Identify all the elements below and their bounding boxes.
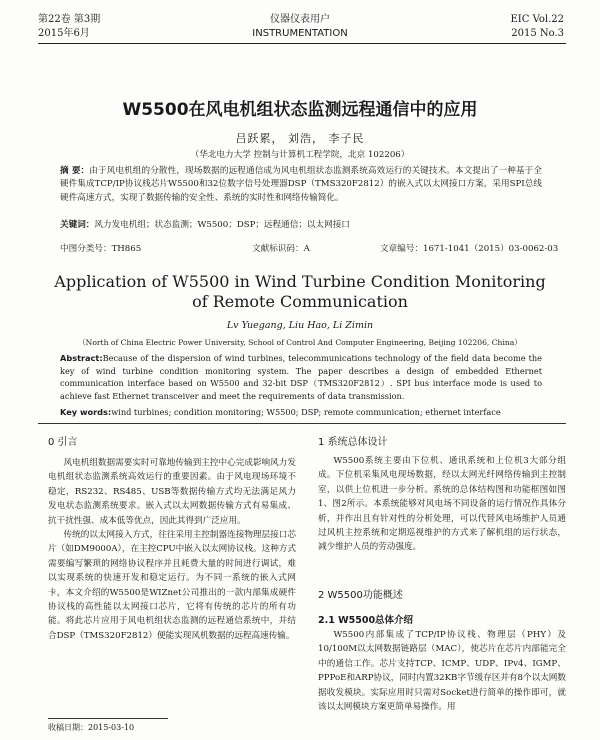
system-design-paragraph: W5500系统主要由下位机、通讯系统和上位机3大部分组成。下位机采集风电现场数据，经以太网光纤网络传输到主控制室，以供上位机进一步分析。系统的总体结构图和功能框图如图1、图2所示。本系统能够对风电场不同设备的运行情况作具体分析，并作出且有针对性的分析处理，可以代替风电场维护人员通过风机主控系统和定期巡视维护的方式来了解机组的运行状态，减少维护人员的劳动强度。 <box>318 456 566 553</box>
section-2-1-heading: 2.1 W5500总体介绍 <box>318 615 414 626</box>
keywords-cn-label: 关键词： <box>60 220 95 230</box>
header-rule <box>38 43 566 44</box>
header-volume: 第22卷 第3期 <box>38 14 101 25</box>
clc-number <box>60 243 141 256</box>
affiliation-en: （North of China Electric Power University, School of Control And Computer Engineering, Beijing 102206, China） <box>78 338 522 347</box>
doc-code-value: A <box>303 244 310 254</box>
footnote-rule <box>48 718 168 719</box>
clc-label: 中图分类号： <box>60 244 112 254</box>
abstract-en-label: Abstract: <box>60 353 103 363</box>
received-date: 收稿日期：2015-03-10 <box>48 723 135 732</box>
section-1-heading: 1 系统总体设计 <box>318 437 388 448</box>
paper-title-cn: W5500在风电机组状态监测远程通信中的应用 <box>122 100 478 120</box>
keywords-cn <box>60 219 542 232</box>
affiliation-cn: （华北电力大学 控制与计算机工程学院，北京 102206） <box>190 150 410 160</box>
abstract-en-text: Because of the dispersion of wind turbines, telecommunications technology of the field data become the key of wind turbine condition monitoring system. The paper describes a design of embedded Ethernet communication interface based on W5500 and 32-bit DSP（TMS320F2812）. SPI bus interface mode is used to achieve fast Ethernet transceiver and meet the requirements of data transmission. <box>60 353 542 401</box>
journal-name-en: INSTRUMENTATION <box>252 28 348 39</box>
left-column <box>48 456 296 714</box>
header-volume-en: EIC Vol.22 <box>510 14 564 25</box>
abstract-en <box>60 352 542 402</box>
article-no-value: 1671-1041（2015）03-0062-03 <box>422 244 559 254</box>
article-number <box>380 243 558 256</box>
w5500-intro-paragraph: W5500内部集成了TCP/IP协议栈、物理层（PHY）及10/100M以太网数据链路层（MAC），使芯片在芯片内部能完全中的通信工作。芯片支持TCP、ICMP、UDP、IPv4、IGMP、PPPoE和ARP协议，同时内置32KB字节缓存区并有8个以太网数据收发模块。实际应用时只需对Socket进行简单的操作即可，就该以太网模块方案更简单易操作。用 <box>318 630 566 713</box>
abstract-cn-text: 由于风电机组的分散性，现场数据的远程通信成为风电机组状态监测系统高效运行的关键技术。本文提出了一种基于全硬件集成TCP/IP协议栈芯片W5500和32位数字信号处理器DSP（TMS320F2812）的嵌入式以太网接口方案，采用SPI总线硬件高速方式，实现了数据传输的安全性、系统的实时性和网络传输简化。 <box>60 166 542 203</box>
header-number-en: 2015 No.3 <box>511 28 564 39</box>
intro-paragraph-2: 传统的以太网接入方式，往往采用主控制器连接物理层接口芯片（如DM9000A），在主控CPU中嵌入以太网协议栈。这种方式需要编写繁琐的网络协议程序并且耗费大量的时间进行调试，难以实现系统的快速开发和稳定运行。为不同一系统的嵌入式网卡，本文介绍的W5500是WIZnet公司推出的一款内部集成硬件协议栈的高性能以太网接口芯片，它将有传统的芯片的所有功能。将此芯片应用于风电机组状态监测的远程通信系统中，并结合DSP（TMS320F2812）便能实现风机数据的远程高速传输。 <box>48 530 296 641</box>
clc-value: TH865 <box>111 244 142 254</box>
intro-paragraph-1: 风电机组数据需要实时可靠地传输到主控中心完成影响风力发电机组状态监测系统高效运行的重要因素。由于风电现场环境不稳定，RS232、RS485、USB等数据传输方式均无法满足风力发电状态监测系统要求。嵌入式以太网数据传输方式有易集成、抗干扰性强、成本低等优点，因此其得到广泛应用。 <box>48 458 296 526</box>
doc-code-label: 文献标识码： <box>252 244 304 254</box>
abstract-separator <box>38 423 566 424</box>
authors-en: Lv Yuegang, Liu Hao, Li Zimin <box>226 320 374 331</box>
section-2-heading: 2 W5500功能概述 <box>318 590 403 601</box>
section-0-heading: 0 引言 <box>48 437 78 448</box>
keywords-cn-text: 风力发电机组；状态监测；W5500；DSP；远程通信；以太网接口 <box>94 220 350 230</box>
keywords-en-label: Key words: <box>60 407 112 417</box>
abstract-cn <box>60 165 542 205</box>
header-date: 2015年6月 <box>38 28 90 39</box>
abstract-cn-label: 摘 要： <box>60 166 90 176</box>
keywords-en-text: wind turbines; condition monitoring; W5500; DSP; remote communication; ethernet interface <box>111 407 501 417</box>
authors-cn: 吕跃累， 刘浩， 李子民 <box>235 132 365 145</box>
article-no-label: 文章编号： <box>380 244 423 254</box>
doc-code <box>252 243 310 256</box>
paper-title-en: Application of W5500 in Wind Turbine Condition Monitoring of Remote Communication <box>54 272 546 311</box>
keywords-en <box>60 406 542 419</box>
journal-name-cn: 仪器仪表用户 <box>270 14 330 25</box>
